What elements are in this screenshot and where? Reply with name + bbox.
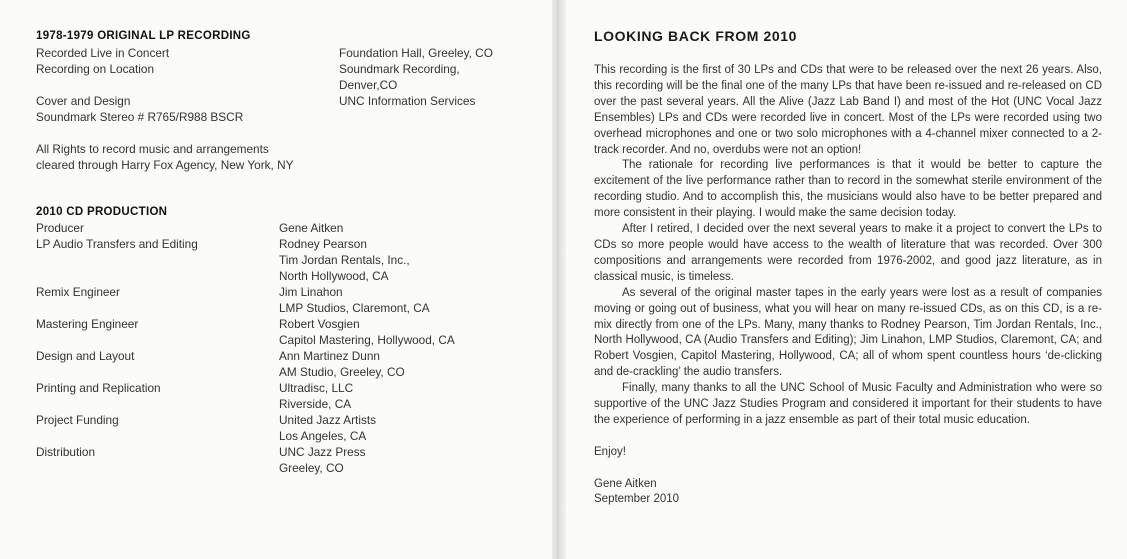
liner-paragraph: As several of the original master tapes in the early years were lost as a result of companies moving or going out of business, what you will hear on many re-issued CDs, as on this CD, is a re-mix directly from one of the LPs. Many, many thanks to Rodney Pearson, Tim Jordan Rentals, Inc., North Hollywood, CA (Audio Transfers and Editing); Jim Linahon, LMP Studios, Claremont, CA; and Robert Vosgien, Capitol Mastering, Hollywood, CA; all of whom spent countless hours ‘de-clicking and de-crackling’ the audio transfers.: [594, 286, 1102, 379]
closing-line: Enjoy!: [594, 445, 626, 458]
lp-recording-heading: 1978-1979 ORIGINAL LP RECORDING: [36, 30, 251, 42]
cd-credit-value: Gene Aitken: [279, 221, 344, 235]
cd-credit-value: UNC Jazz Press: [279, 445, 366, 459]
cd-credit-value: Greeley, CO: [279, 461, 344, 475]
cd-credit-label: Remix Engineer: [36, 285, 120, 299]
cd-credit-value: Capitol Mastering, Hollywood, CA: [279, 333, 455, 347]
lp-credit-label: Recording on Location: [36, 62, 155, 76]
signature-name: Gene Aitken: [594, 477, 657, 490]
lp-credit-label: Cover and Design: [36, 94, 131, 108]
lp-credit-value: Soundmark Recording,: [339, 62, 460, 76]
lp-credit-value: Foundation Hall, Greeley, CO: [339, 46, 493, 60]
cd-credit-label: Mastering Engineer: [36, 317, 139, 331]
cd-credit-value: Los Angeles, CA: [279, 429, 367, 443]
cd-credit-value: LMP Studios, Claremont, CA: [279, 301, 430, 315]
cd-credit-label: Project Funding: [36, 413, 119, 427]
cd-credit-value: Tim Jordan Rentals, Inc.,: [279, 253, 410, 267]
cd-credit-value: Jim Linahon: [279, 285, 343, 299]
liner-paragraph: This recording is the first of 30 LPs and CDs that were to be released over the next 26 years. Also, this recording will be the final one of the many LPs that have been re-issued and re-released on CD over the past several years. All the Alive (Jazz Lab Band I) and most of the Hot (UNC Vocal Jazz Ensembles) LPs and CDs were recorded live in concert. Most of the LPs were recorded using two overhead microphones and one or two solo microphones with a 4-channel mixer connected to a 2-track recorder. And no, overdubs were not an option!: [594, 64, 1102, 156]
cd-credit-value: Riverside, CA: [279, 397, 352, 411]
liner-paragraph: Finally, many thanks to all the UNC School of Music Faculty and Administration who were so supportive of the UNC Jazz Studies Program and considered it important for their students to have the experience of performing in a jazz ensemble as part of their total music education.: [594, 382, 1102, 426]
cd-credit-label: LP Audio Transfers and Editing: [36, 237, 198, 251]
cd-credit-label: Producer: [36, 221, 84, 235]
cd-credit-value: North Hollywood, CA: [279, 269, 389, 283]
page-gutter: [552, 0, 566, 559]
rights-line: cleared through Harry Fox Agency, New York, NY: [36, 158, 294, 172]
cd-credit-value: Rodney Pearson: [279, 237, 367, 251]
cd-credit-value: Robert Vosgien: [279, 317, 360, 331]
liner-notes-body: [594, 63, 1102, 508]
lp-credit-label: Recorded Live in Concert: [36, 46, 170, 60]
lp-credit-value: Denver,CO: [339, 78, 398, 92]
cd-credit-value: Ultradisc, LLC: [279, 381, 354, 395]
signature-date: September 2010: [594, 493, 680, 506]
lp-credit-value: UNC Information Services: [339, 94, 476, 108]
lp-catalog-number: Soundmark Stereo # R765/R988 BSCR: [36, 110, 244, 124]
cd-production-heading: 2010 CD PRODUCTION: [36, 206, 168, 218]
cd-credit-value: United Jazz Artists: [279, 413, 377, 427]
rights-line: All Rights to record music and arrangements: [36, 142, 269, 156]
cd-credit-value: AM Studio, Greeley, CO: [279, 365, 405, 379]
page-title: LOOKING BACK FROM 2010: [594, 28, 797, 44]
cd-credit-label: Distribution: [36, 445, 96, 459]
cd-credit-label: Design and Layout: [36, 349, 135, 363]
left-page: [0, 0, 555, 559]
cd-credit-label: Printing and Replication: [36, 381, 161, 395]
liner-paragraph: After I retired, I decided over the next several years to make it a project to convert the LPs to CDs so more people would have access to the wealth of literature that was recorded. Over 300 compositions and arrangements were recorded from 1976-2002, and good jazz literature, as in classical music, is timeless.: [594, 223, 1102, 283]
liner-paragraph: The rationale for recording live performances is that it would be better to capture the excitement of the live performance rather than to record in the somewhat sterile environment of the recording studio. And to accomplish this, the musicians would also have to be better prepared and more consistent in their playing. I would make the same decision today.: [594, 159, 1102, 220]
cd-credit-value: Ann Martinez Dunn: [279, 349, 380, 363]
